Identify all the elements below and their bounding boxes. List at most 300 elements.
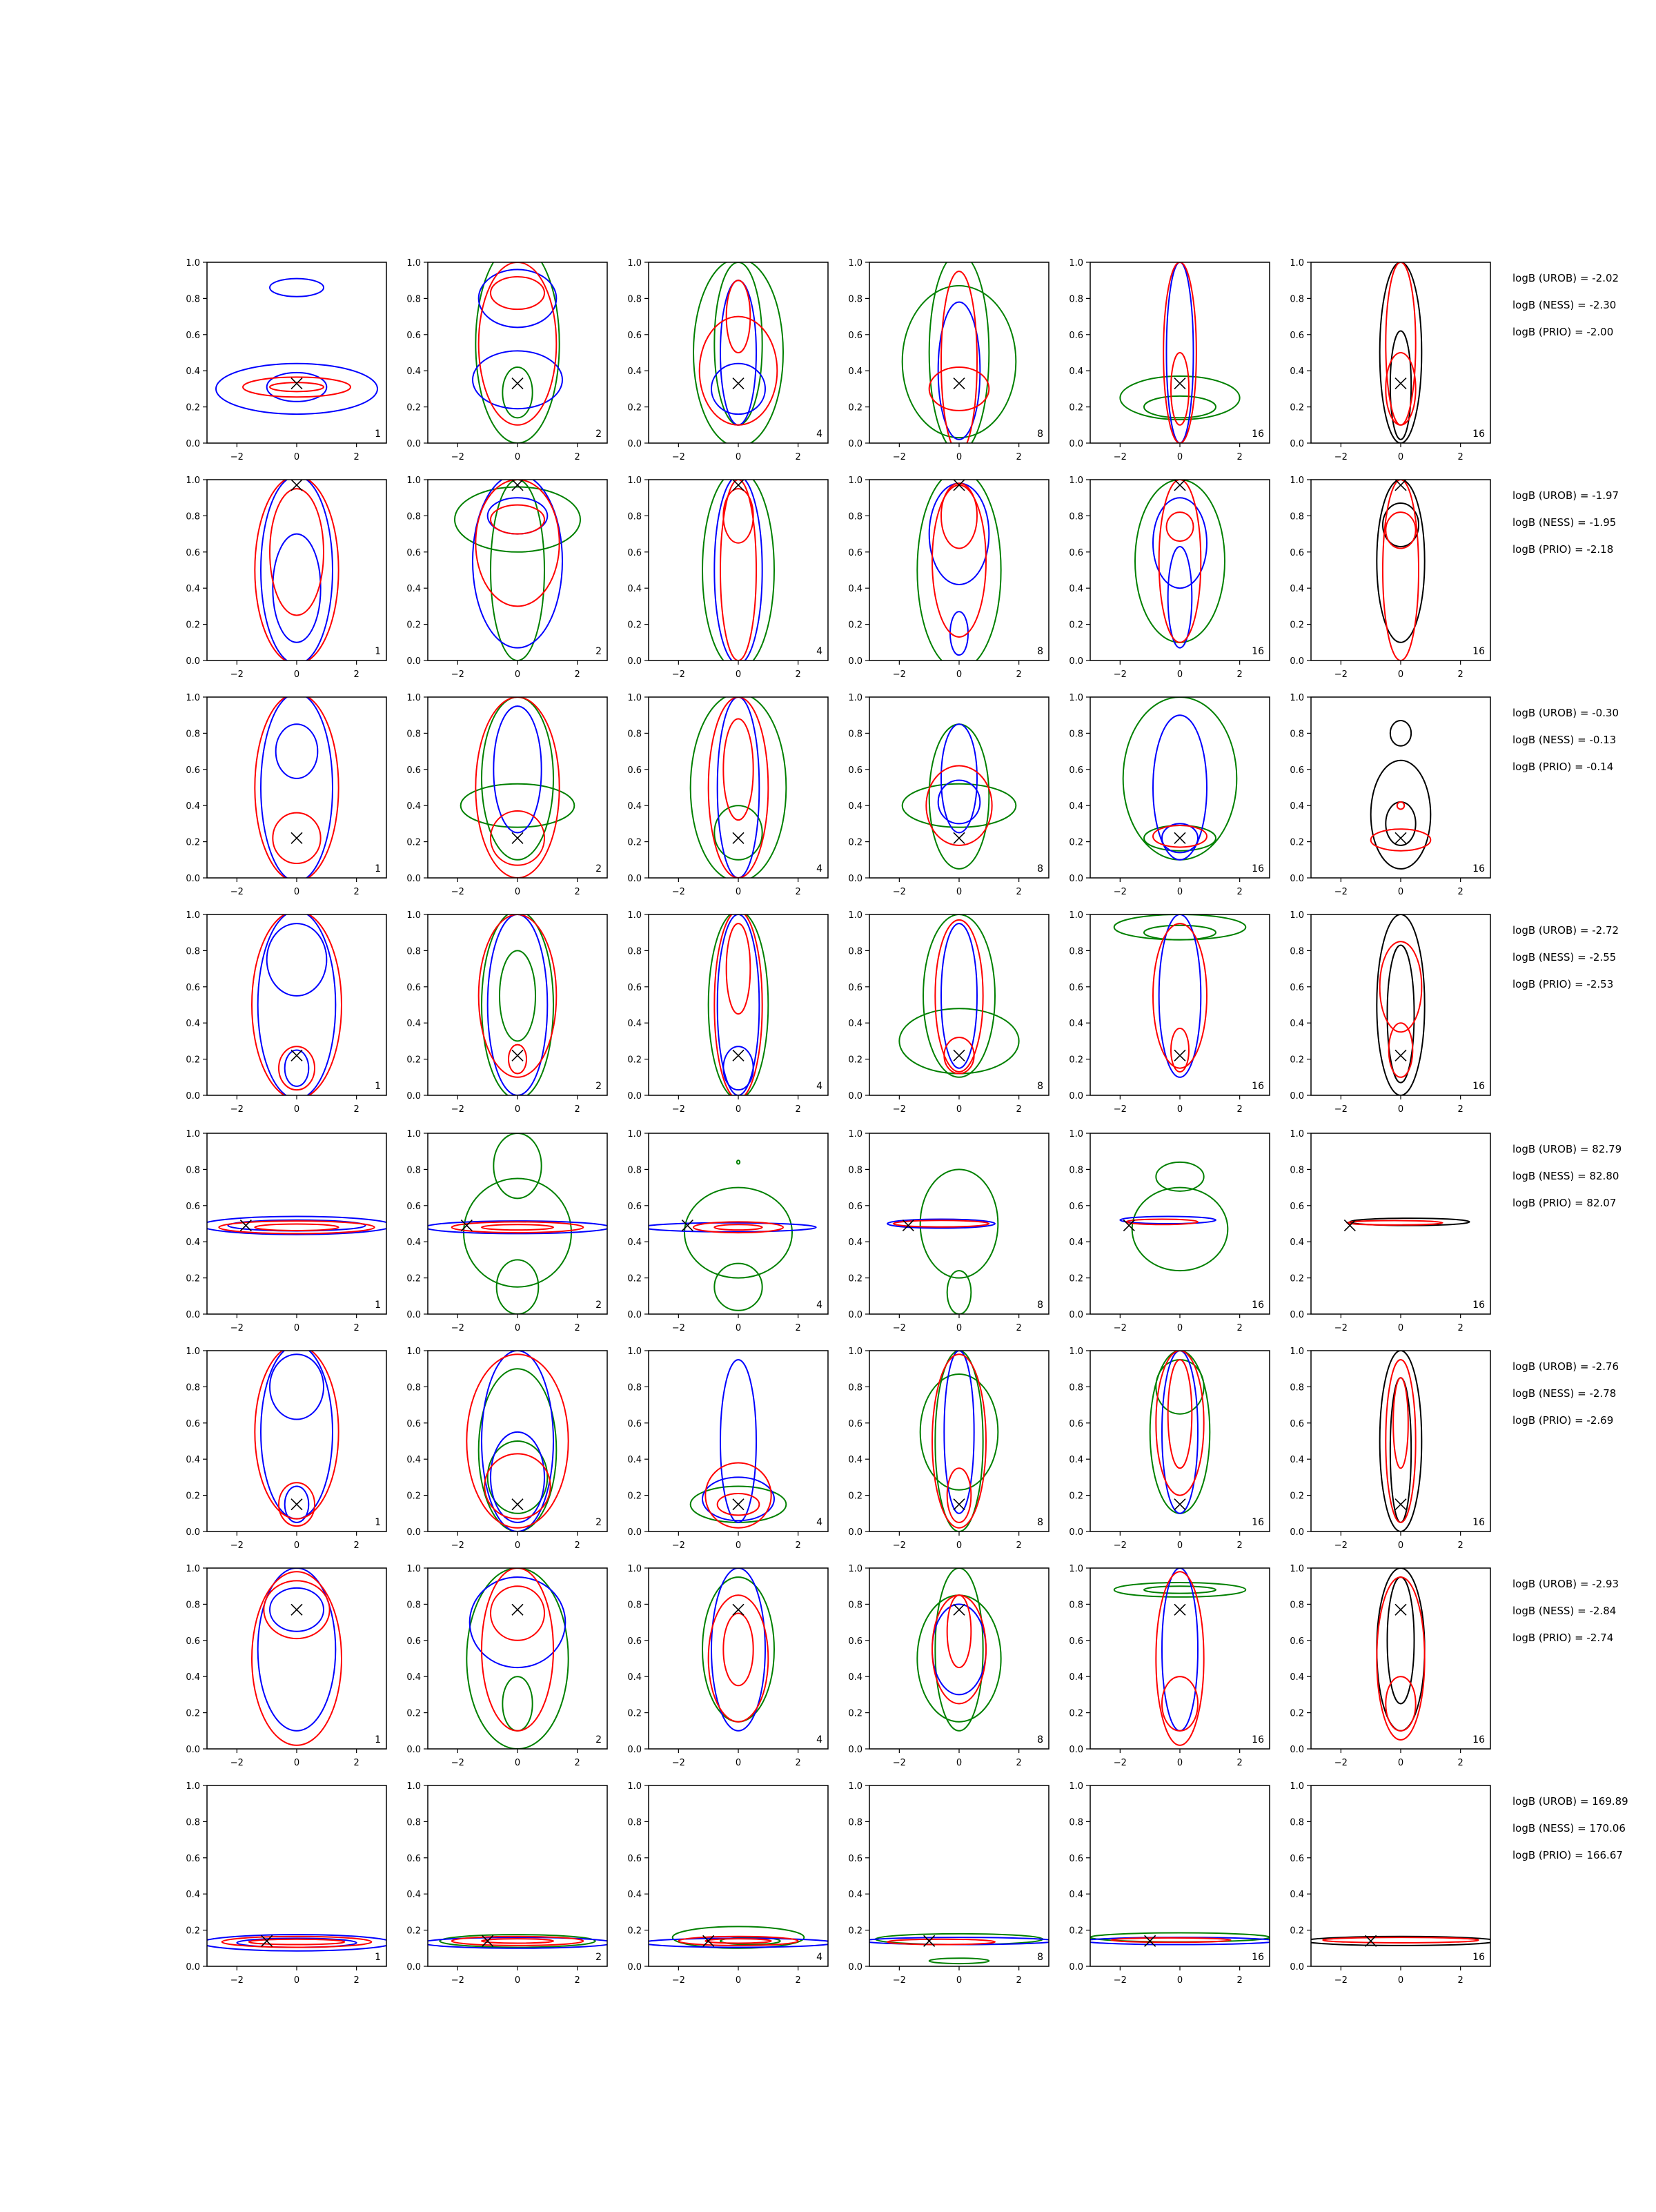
green-contour [1156,1162,1203,1191]
x-tick-label: 0 [1397,1975,1404,1986]
figure-row-5 [186,1129,1621,1333]
y-tick-label: 0.6 [848,547,862,558]
blue-contour [950,611,968,655]
bayes-factor-label: logB (NESS) = -2.78 [1512,1387,1617,1400]
y-tick-label: 0.2 [627,837,642,848]
x-tick-label: −2 [892,1323,906,1333]
y-tick-label: 0.6 [1069,1201,1083,1212]
blue-contour [714,476,762,664]
panel-label: 16 [1252,429,1264,440]
y-tick-label: 1.0 [1069,258,1083,268]
truth-marker [954,378,965,389]
red-contour [693,1222,783,1233]
y-tick-label: 0.2 [406,1926,421,1937]
y-tick-label: 1.0 [848,1129,862,1139]
y-tick-label: 1.0 [406,258,421,268]
red-contour [714,911,762,1099]
x-tick-label: 0 [1176,452,1183,462]
panel-label: 4 [816,863,822,874]
red-contour [1156,1351,1203,1496]
y-tick-label: 0.2 [1290,402,1304,413]
axes-frame [1311,480,1490,660]
x-tick-label: 2 [1457,1540,1463,1551]
y-tick-label: 0.4 [406,1890,421,1901]
y-tick-label: 0.0 [848,1962,862,1973]
red-contour [932,485,986,637]
x-tick-label: 0 [1397,1758,1404,1768]
blue-contour [720,1360,756,1523]
x-tick-label: 2 [795,669,801,680]
y-tick-label: 1.0 [186,910,200,921]
y-tick-label: 0.0 [406,1091,421,1102]
y-tick-label: 1.0 [1290,693,1304,703]
y-tick-label: 0.0 [627,1310,642,1320]
green-contour [1135,480,1225,643]
y-tick-label: 0.6 [627,982,642,993]
contour-group [473,244,562,443]
contour-group [461,697,575,878]
y-tick-label: 0.4 [1290,1890,1304,1901]
subplot [406,910,607,1115]
contour-group [903,724,1016,869]
green-contour [1144,396,1216,418]
y-tick-label: 0.2 [627,402,642,413]
x-tick-label: −2 [451,1975,464,1986]
y-tick-label: 0.4 [1069,1237,1083,1249]
bayes-factor-label: logB (PRIO) = -2.74 [1512,1632,1614,1644]
contour-group [422,1935,613,1948]
y-tick-label: 0.0 [1069,1962,1083,1973]
x-tick-label: 2 [1457,1758,1463,1768]
x-tick-label: 0 [514,669,521,680]
green-contour [691,694,787,881]
x-tick-label: −2 [230,1758,244,1768]
red-contour [1153,923,1207,1068]
axes-frame [869,480,1049,660]
red-contour [219,1221,374,1233]
red-contour [1377,1577,1424,1740]
x-tick-label: −2 [671,1104,685,1115]
y-tick-label: 1.0 [627,693,642,703]
x-tick-label: 2 [1016,1104,1022,1115]
y-tick-label: 0.8 [406,1382,421,1393]
contour-group [1377,1568,1424,1740]
panel-label: 16 [1472,646,1485,657]
blue-contour [261,1345,333,1519]
x-tick-label: 2 [1236,669,1243,680]
bayes-factor-label: logB (NESS) = -2.30 [1512,299,1617,311]
subplot [186,1129,392,1333]
y-tick-label: 0.0 [1069,439,1083,449]
x-tick-label: 2 [795,1540,801,1551]
y-tick-label: 0.6 [848,982,862,993]
y-tick-label: 0.2 [848,402,862,413]
y-tick-label: 0.0 [186,1091,200,1102]
y-tick-label: 0.8 [1290,511,1304,522]
x-tick-label: 2 [353,1104,359,1115]
y-tick-label: 0.4 [186,1237,200,1249]
red-contour [252,1572,342,1745]
y-tick-label: 0.0 [627,874,642,884]
y-tick-label: 0.2 [406,837,421,848]
truth-marker [733,1050,744,1061]
x-tick-label: 0 [956,1975,963,1986]
y-tick-label: 0.6 [186,547,200,558]
subplot [1069,1781,1275,1986]
y-tick-label: 0.0 [186,874,200,884]
y-tick-label: 1.0 [1290,258,1304,268]
x-tick-label: 2 [1236,1104,1243,1115]
x-tick-label: −2 [1334,452,1348,462]
x-tick-label: 2 [1236,1540,1243,1551]
x-tick-label: −2 [1334,887,1348,897]
green-contour [502,367,532,418]
contour-group [255,1345,338,1526]
red-contour [705,1462,771,1527]
x-tick-label: 0 [293,1323,300,1333]
y-tick-label: 0.8 [1290,1817,1304,1828]
panel-label: 2 [595,646,602,657]
bayes-factor-label: logB (PRIO) = 166.67 [1512,1849,1623,1861]
panel-label: 2 [595,1517,602,1528]
axes-frame [649,697,828,878]
x-tick-label: 2 [795,1758,801,1768]
x-tick-label: 2 [353,1540,359,1551]
contour-group [899,914,1018,1077]
truth-marker [1395,832,1406,843]
red-contour [932,1354,986,1528]
x-tick-label: 0 [293,887,300,897]
y-tick-label: 1.0 [627,258,642,268]
y-tick-label: 0.2 [627,620,642,631]
panel-label: 16 [1472,1081,1485,1092]
y-tick-label: 0.0 [186,656,200,667]
figure-row-7 [186,1564,1619,1768]
panel-label: 16 [1252,1517,1264,1528]
green-contour [482,911,553,1099]
y-tick-label: 0.4 [1290,801,1304,812]
truth-marker [1174,1604,1185,1615]
x-tick-label: 2 [353,1975,359,1986]
y-tick-label: 0.8 [1069,511,1083,522]
x-tick-label: −2 [671,452,685,462]
bayes-factor-label: logB (NESS) = -1.95 [1512,516,1617,529]
y-tick-label: 0.8 [406,1600,421,1611]
red-contour [1371,829,1431,850]
x-tick-label: 2 [574,669,580,680]
y-tick-label: 0.2 [1290,620,1304,631]
y-tick-label: 0.4 [1069,1890,1083,1901]
blue-contour [491,1432,544,1523]
y-tick-label: 0.6 [406,1636,421,1647]
y-tick-label: 1.0 [848,910,862,921]
y-tick-label: 0.2 [1069,1708,1083,1719]
y-tick-label: 0.6 [627,547,642,558]
y-tick-label: 0.0 [1069,1527,1083,1538]
y-tick-label: 1.0 [848,1781,862,1792]
contour-group [691,1360,787,1528]
subplot [406,1347,607,1551]
y-tick-label: 0.2 [848,837,862,848]
truth-marker [512,832,523,843]
y-tick-label: 0.8 [1290,1382,1304,1393]
panel-label: 2 [595,1300,602,1311]
contour-group [1150,1351,1210,1514]
x-tick-label: 0 [735,1540,742,1551]
panel-label: 8 [1037,863,1043,874]
y-tick-label: 0.0 [1290,439,1304,449]
x-tick-label: 0 [514,452,521,462]
y-tick-label: 1.0 [848,476,862,486]
x-tick-label: −2 [892,669,906,680]
y-tick-label: 1.0 [848,693,862,703]
y-tick-label: 0.0 [406,874,421,884]
y-tick-label: 1.0 [406,1781,421,1792]
subplot [186,476,386,680]
y-tick-label: 1.0 [1290,1781,1304,1792]
x-tick-label: 0 [293,1975,300,1986]
contour-group [466,1351,568,1531]
y-tick-label: 0.4 [1290,1455,1304,1466]
subplot [1290,1781,1496,1986]
axes-frame [428,914,607,1095]
y-tick-label: 0.4 [186,1019,200,1030]
x-tick-label: 0 [735,1104,742,1115]
subplot [186,693,386,897]
green-contour [488,1441,548,1514]
x-tick-label: 2 [574,1104,580,1115]
blue-contour [944,1351,974,1514]
y-tick-label: 0.8 [406,729,421,740]
y-tick-label: 0.6 [627,1201,642,1212]
green-contour [493,1133,541,1198]
black-contour [1388,946,1414,1083]
truth-marker [512,480,523,491]
panel-label: 16 [1252,1952,1264,1963]
axes-frame [649,914,828,1095]
subplot [186,910,386,1115]
red-contour [720,480,756,660]
red-contour [1347,1221,1443,1225]
x-tick-label: 2 [1016,669,1022,680]
red-contour [1386,512,1415,548]
y-tick-label: 1.0 [186,693,200,703]
y-tick-label: 0.4 [848,1890,862,1901]
axes-frame [207,262,386,443]
y-tick-label: 0.8 [1069,1817,1083,1828]
x-tick-label: 0 [1176,669,1183,680]
red-contour [1393,1378,1408,1468]
x-tick-label: 0 [1176,1540,1183,1551]
contour-group [1120,1162,1228,1271]
y-tick-label: 0.6 [1069,982,1083,993]
x-tick-label: 0 [735,1758,742,1768]
contour-group [1084,1933,1275,1947]
green-contour [482,697,553,860]
red-contour [1153,825,1207,847]
y-tick-label: 0.6 [627,330,642,341]
green-contour [929,1958,989,1964]
y-tick-label: 0.8 [1069,1600,1083,1611]
contour-group [216,279,377,415]
truth-marker [1395,1499,1406,1510]
y-tick-label: 0.4 [627,366,642,378]
subplot [1290,1564,1490,1768]
red-contour [243,377,351,397]
y-tick-label: 0.4 [406,1455,421,1466]
y-tick-label: 0.0 [186,439,200,449]
y-tick-label: 0.6 [1069,765,1083,776]
green-contour [1123,697,1237,860]
axes-frame [1090,1568,1270,1749]
x-tick-label: 2 [1016,1758,1022,1768]
truth-marker [1174,480,1185,491]
y-tick-label: 0.8 [848,729,862,740]
panel-label: 8 [1037,1734,1043,1745]
red-contour [705,1939,771,1943]
panel-label: 16 [1252,646,1264,657]
x-tick-label: 2 [1236,1323,1243,1333]
y-tick-label: 0.8 [1290,294,1304,305]
blue-contour [929,483,989,585]
x-tick-label: 2 [1457,887,1463,897]
panel-label: 16 [1472,1952,1485,1963]
subplot [627,1347,828,1551]
y-tick-label: 0.2 [186,1055,200,1066]
y-tick-label: 0.4 [1069,1019,1083,1030]
green-contour [500,950,535,1041]
panel-label: 1 [375,1952,381,1963]
y-tick-label: 0.6 [848,1201,862,1212]
y-tick-label: 1.0 [627,476,642,486]
blue-contour [1162,1568,1198,1731]
y-tick-label: 1.0 [406,1129,421,1139]
y-tick-label: 0.4 [1290,1019,1304,1030]
y-tick-label: 0.0 [1290,1745,1304,1755]
contour-group [920,1351,998,1531]
y-tick-label: 0.6 [627,765,642,776]
y-tick-label: 0.4 [186,584,200,595]
blue-contour [932,1604,986,1694]
y-tick-label: 0.0 [627,1962,642,1973]
x-tick-label: 0 [956,887,963,897]
blue-contour [276,724,318,779]
y-tick-label: 0.2 [848,1926,862,1937]
axes-frame [869,1133,1049,1314]
x-tick-label: 0 [1397,887,1404,897]
x-tick-label: 2 [1016,887,1022,897]
blue-contour [270,1354,324,1419]
axes-frame [207,480,386,660]
panel-label: 4 [816,1734,822,1745]
y-tick-label: 0.4 [1069,1455,1083,1466]
y-tick-label: 0.4 [1069,584,1083,595]
y-tick-label: 0.2 [848,1055,862,1066]
y-tick-label: 0.8 [848,511,862,522]
y-tick-label: 0.4 [1290,1672,1304,1683]
y-tick-label: 0.8 [186,946,200,957]
y-tick-label: 0.6 [1290,330,1304,341]
bayes-factor-label: logB (PRIO) = 82.07 [1512,1197,1617,1209]
y-tick-label: 0.0 [1069,656,1083,667]
truth-marker [733,378,744,389]
x-tick-label: 2 [574,452,580,462]
y-tick-label: 0.6 [1069,330,1083,341]
contour-group [1344,1218,1469,1231]
y-tick-label: 0.4 [848,584,862,595]
panel-label: 1 [375,646,381,657]
y-tick-label: 0.2 [186,402,200,413]
bayes-factor-label: logB (UROB) = -2.02 [1512,272,1619,284]
y-tick-label: 0.4 [1069,366,1083,378]
subplot [627,1564,828,1768]
y-tick-label: 0.0 [1290,656,1304,667]
truth-marker [1174,1050,1185,1061]
y-tick-label: 0.2 [406,1491,421,1502]
contour-group [1135,480,1225,648]
green-contour [1144,926,1216,940]
red-contour [1171,1028,1189,1072]
green-contour [899,1008,1018,1073]
y-tick-label: 0.4 [848,366,862,378]
y-tick-label: 0.8 [848,1600,862,1611]
x-tick-label: 2 [795,452,801,462]
y-tick-label: 0.8 [627,511,642,522]
y-tick-label: 0.0 [186,1310,200,1320]
y-tick-label: 1.0 [186,476,200,486]
red-contour [482,1224,553,1230]
y-tick-label: 1.0 [627,1129,642,1139]
y-tick-label: 0.6 [627,1418,642,1429]
black-contour [1390,1378,1411,1523]
y-tick-label: 0.0 [186,1527,200,1538]
subplot [1069,258,1270,462]
bayes-factor-label: logB (NESS) = 170.06 [1512,1822,1626,1834]
x-tick-label: 0 [1397,1540,1404,1551]
truth-marker [291,1604,302,1615]
x-tick-label: 2 [1016,1323,1022,1333]
y-tick-label: 0.6 [1290,1201,1304,1212]
panel-label: 1 [375,863,381,874]
red-contour [709,1595,769,1721]
y-tick-label: 0.6 [848,1418,862,1429]
red-contour [491,505,544,534]
panel-label: 2 [595,1952,602,1963]
subplot [406,474,607,680]
green-contour [714,805,762,860]
y-tick-label: 0.8 [1290,1165,1304,1176]
contour-group [455,474,580,660]
contour-group [709,911,769,1099]
y-tick-label: 0.4 [848,1237,862,1249]
subplot [1290,1347,1490,1551]
y-tick-label: 0.4 [848,1455,862,1466]
panel-label: 8 [1037,1081,1043,1092]
black-contour [1377,1568,1424,1731]
red-contour [935,920,983,1072]
blue-contour [723,1046,753,1090]
x-tick-label: −2 [1113,1323,1127,1333]
red-contour [479,914,557,1077]
red-contour [482,1939,553,1943]
blue-contour [1159,914,1201,1077]
green-contour [935,1568,983,1731]
red-contour [452,1222,584,1233]
contour-group [255,694,338,881]
blue-contour [938,781,980,824]
truth-marker [291,832,302,843]
contour-group [702,471,774,669]
